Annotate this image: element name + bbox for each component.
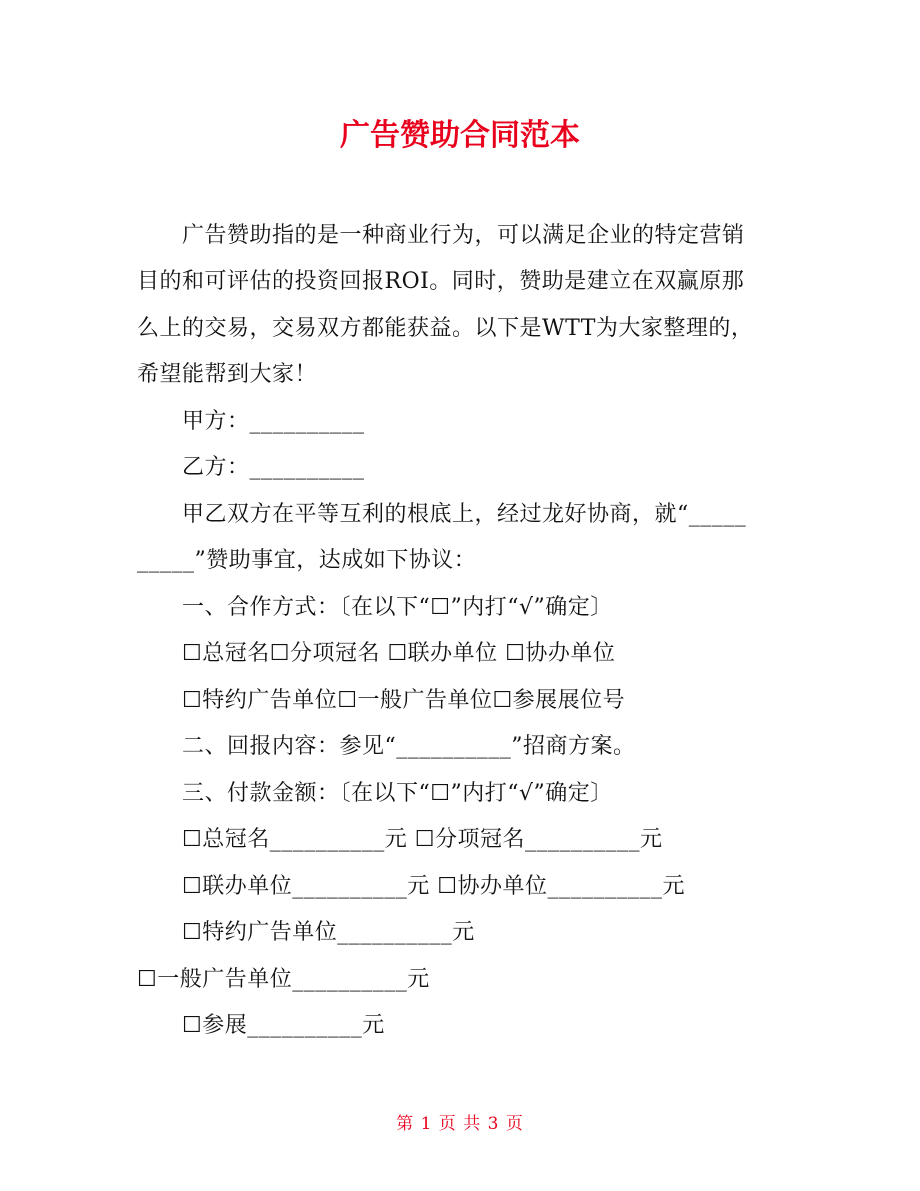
- document-title: 广告赞助合同范本: [340, 118, 580, 153]
- section3-heading: 三、付款金额：〔在以下“☐”内打“√”确定〕: [182, 781, 613, 806]
- party-b-field: 乙方：__________: [182, 455, 365, 480]
- section3-row-3: ☐特约广告单位__________元: [182, 920, 475, 945]
- intro-line-4: 希望能帮到大家！: [137, 362, 318, 387]
- party-a-field: 甲方：__________: [182, 409, 365, 434]
- section1-options-row-1: ☐总冠名☐分项冠名 ☐联办单位 ☐协办单位: [182, 641, 616, 666]
- section1-heading: 一、合作方式：〔在以下“☐”内打“√”确定〕: [182, 595, 613, 620]
- agreement-line-1: 甲乙双方在平等互利的根底上，经过龙好协商，就“_____: [182, 502, 747, 527]
- section1-options-row-2: ☐特约广告单位☐一般广告单位☐参展展位号: [182, 688, 626, 713]
- intro-line-2: 目的和可评估的投资回报ROI。同时，赞助是建立在双赢原那: [137, 269, 745, 294]
- section3-row-2: ☐联办单位__________元 ☐协办单位__________元: [182, 874, 685, 899]
- section2-line: 二、回报内容：参见“__________”招商方案。: [182, 734, 636, 759]
- agreement-line-2: _____”赞助事宜，达成如下协议：: [137, 548, 477, 573]
- section3-row-4: ☐一般广告单位__________元: [137, 967, 430, 992]
- intro-line-1: 广告赞助指的是一种商业行为，可以满足企业的特定营销: [182, 223, 745, 248]
- section3-row-1: ☐总冠名__________元 ☐分项冠名__________元: [182, 827, 663, 852]
- intro-line-3: 么上的交易，交易双方都能获益。以下是WTT为大家整理的，: [137, 316, 754, 341]
- page-number-footer: 第 1 页 共 3 页: [396, 1114, 524, 1134]
- section3-row-5: ☐参展__________元: [182, 1013, 385, 1038]
